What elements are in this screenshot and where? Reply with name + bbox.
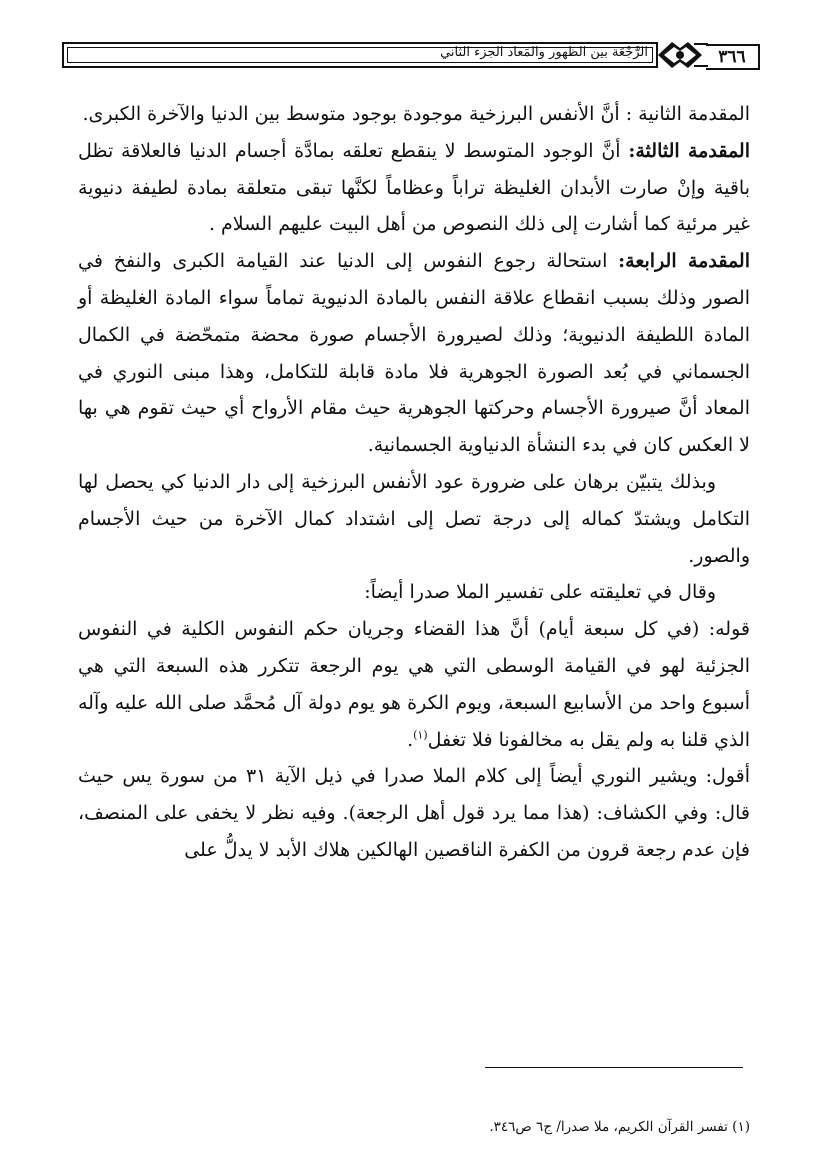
footnote-reference: (١) [413, 728, 428, 742]
paragraph: المقدمة الثانية : أنَّ الأنفس البرزخية موجودة بوجود متوسط بين الدنيا والآخرة الكبرى. [82, 103, 750, 125]
paragraph: أقول: ويشير النوري أيضاً إلى كلام الملا صدرا في ذيل الآية ٣١ من سورة يس حيث قال: وفي الكشاف: (هذا مما يرد قول أهل الرجعة). وفيه نظر لا يخفى على المنصف، فإن عدم رجعة قرون من الكفرة الناقصين الهالكين هلاك الأبد لا يدلُّ على [78, 765, 751, 861]
footnote: (١) تفسر القرآن الكريم، ملا صدرا/ ج٦ ص٣٤٦. [489, 1119, 750, 1135]
ornament-icon [658, 38, 708, 72]
main-text [78, 96, 750, 869]
page-header [62, 38, 760, 76]
paragraph: المقدمة الرابعة: استحالة رجوع النفوس إلى الدنيا عند القيامة الكبرى والنفخ في الصور وذلك بسبب انقطاع علاقة النفس بالمادة الدنيوية تماماً سواء المادة الغليظة أو المادة اللطيفة الدنيوية؛ وذلك لصيرورة الأجسام صورة محضة متمحّضة في الكمال الجسماني في بُعد الصورة الجوهرية فلا مادة قابلة للتكامل، وهذا مبنى النوري في المعاد أنَّ صيرورة الأجسام وحركتها الجوهرية حيث مقام الأرواح أي حيث تقوم هي بها لا العكس كان في بدء النشأة الدنياوية الجسمانية. [78, 250, 750, 457]
paragraph: قوله: (في كل سبعة أيام) أنَّ هذا القضاء وجريان حكم النفوس الكلية في النفوس الجزئية لهو في القيامة الوسطى التي هي يوم الرجعة تتكرر هذه السبعة التي هي أسبوع واحد من الأسابيع السبعة، ويوم الكرة هو يوم دولة آل مُحمَّد صلى الله عليه وآله الذي قلنا به ولم يقل به مخالفونا فلا تغفل$^{(١)}$. [78, 618, 750, 751]
running-title: الرَّجْعَة بين الظهور والمَعاد الجزء الثاني [440, 45, 648, 60]
page-number: ٣٦٦ [706, 44, 760, 70]
footnote-divider [485, 1067, 743, 1068]
paragraph: وبذلك يتبيّن برهان على ضرورة عود الأنفس البرزخية إلى دار الدنيا كي يحصل لها التكامل ويشتدّ كماله إلى درجة تصل إلى اشتداد كمال الآخرة من حيث الأجسام والصور. [78, 470, 750, 567]
running-title-frame [62, 42, 658, 68]
paragraph: المقدمة الثالثة: أنَّ الوجود المتوسط لا ينقطع تعلقه بمادَّة أجسام الدنيا فالعلاقة تظل باقية وإنْ صارت الأبدان الغليظة تراباً وعظاماً لكنَّها تبقى متعلقة بمادة لطيفة دنيوية غير مرئية كما أشارت إلى ذلك النصوص من أهل البيت عليهم السلام . [78, 139, 750, 236]
paragraph: وقال في تعليقته على تفسير الملا صدرا أيضاً: [364, 581, 716, 604]
